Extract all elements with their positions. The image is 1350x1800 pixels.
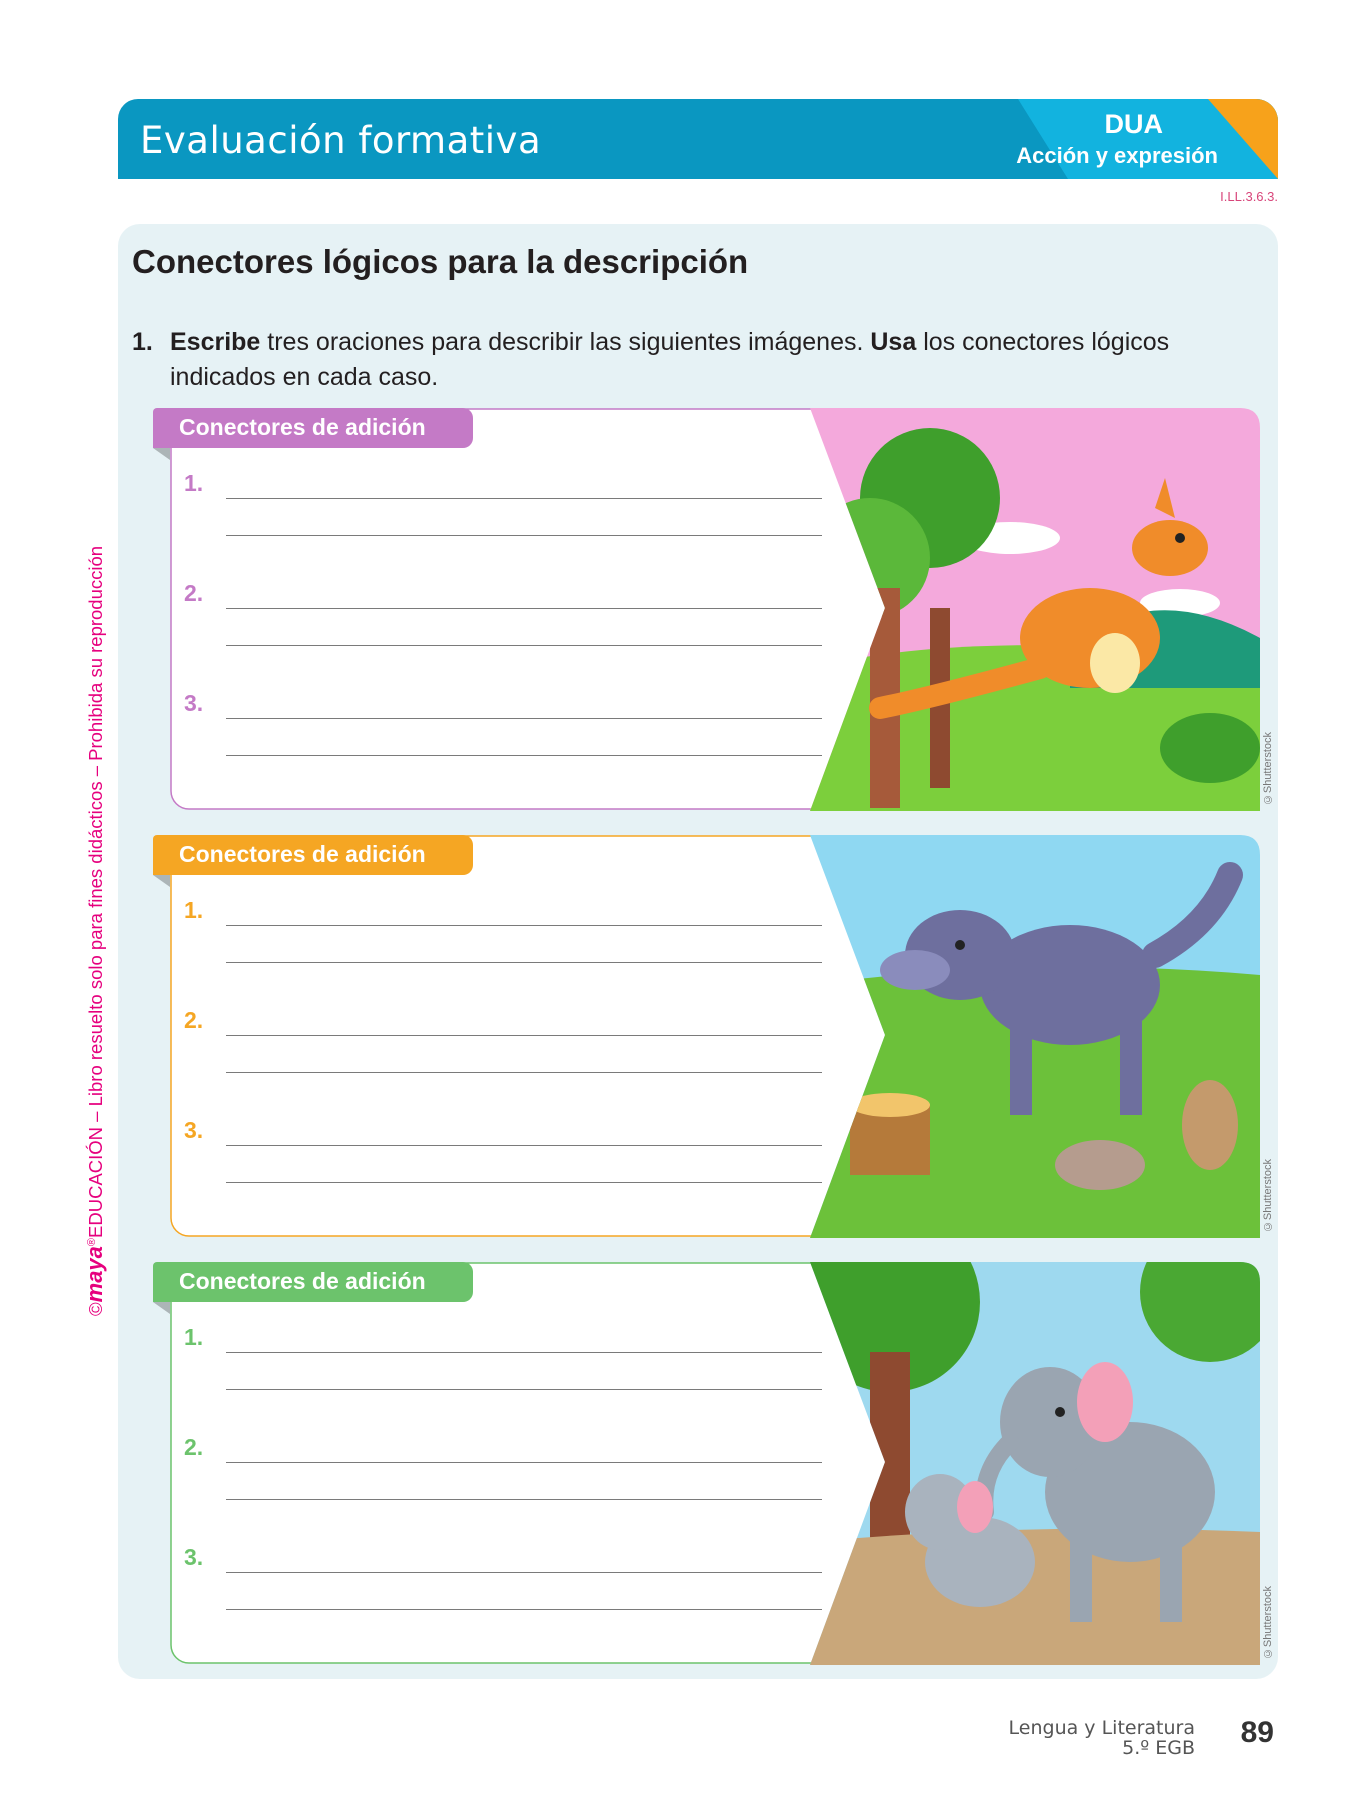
brand-logo: maya (82, 1246, 107, 1303)
card-wolf: Conectores de adición 1. 2. 3. ©Shutterstock (170, 835, 1260, 1238)
tab-addition-connectors-1: Conectores de adición (153, 408, 473, 448)
card-elephants: Conectores de adición 1. 2. 3. ©Shutterstock (170, 1262, 1260, 1665)
tab-addition-connectors-2: Conectores de adición (153, 835, 473, 875)
image-credit: ©Shutterstock (1262, 1158, 1274, 1232)
dua-title: DUA (1104, 109, 1163, 139)
card-kangaroo: Conectores de adición 1. 2. 3. ©Shutterstock (170, 408, 1260, 811)
image-credit: ©Shutterstock (1262, 1585, 1274, 1659)
indicator-code: I.LL.3.6.3. (1220, 189, 1278, 204)
kangaroo-illustration (170, 408, 1260, 811)
section-title: Conectores lógicos para la descripción (132, 243, 749, 280)
wolf-rabbits-illustration (170, 835, 1260, 1238)
tab-addition-connectors-3: Conectores de adición (153, 1262, 473, 1302)
header-band (118, 99, 1278, 179)
header-title: Evaluación formativa (140, 119, 542, 162)
instruction: 1. Escribe tres oraciones para describir las siguientes imágenes. Usa los conectores lógicos indicados en cada caso. (132, 325, 1242, 395)
dua-subtitle: Acción y expresión (1016, 143, 1218, 168)
side-copyright: ©maya®EDUCACIÓN – Libro resuelto solo para fines didácticos – Prohibida su reproducción (82, 545, 107, 1316)
instruction-number: 1. (132, 328, 153, 356)
image-credit: ©Shutterstock (1262, 731, 1274, 805)
elephants-illustration (170, 1262, 1260, 1665)
footer-subject: Lengua y Literatura 5.º EGB (1008, 1717, 1195, 1759)
page-number: 89 (1240, 1716, 1274, 1749)
